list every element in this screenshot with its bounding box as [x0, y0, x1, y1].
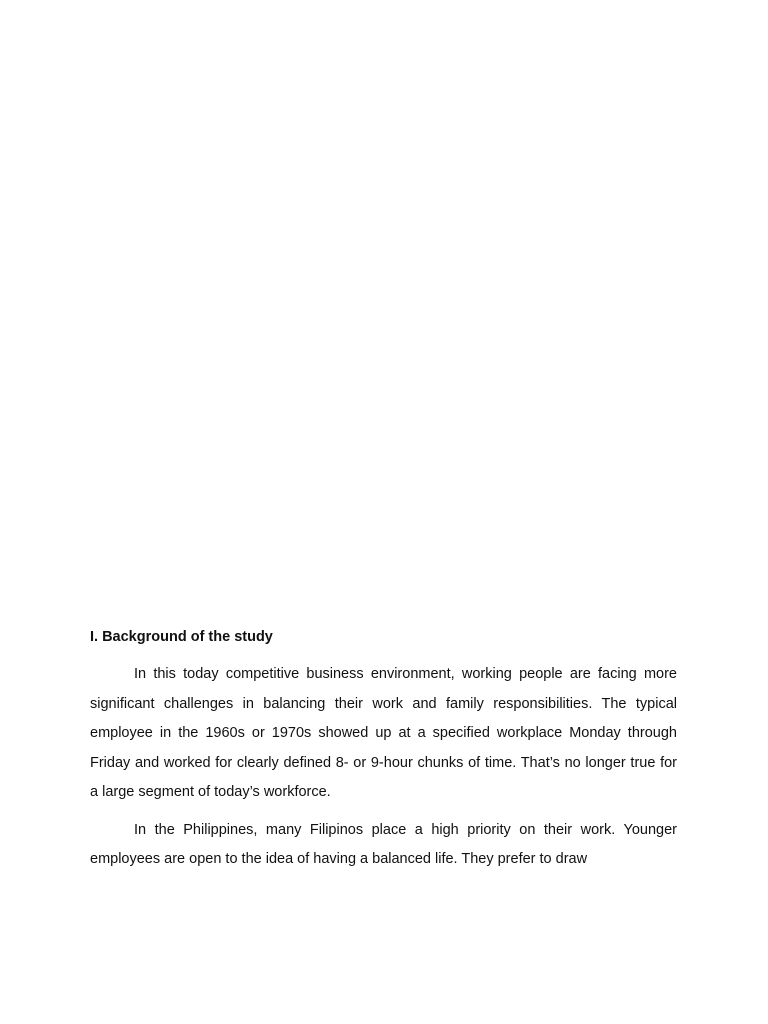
section-heading: I. Background of the study [90, 629, 273, 645]
paragraph-1: In this today competitive business environment, working people are facing more significant challenges in balancing their work and family responsibilities. The typical employee in the 1960s or 1970s showed up at a specified workplace Monday through Friday and worked for clearly defined 8- or 9-hour chunks of time. That’s no longer true for a large segment of today’s workforce. [90, 666, 677, 800]
document-body [90, 626, 677, 883]
paragraph-2: In the Philippines, many Filipinos place a high priority on their work. Younger employees are open to the idea of having a balanced life. They prefer to draw [90, 821, 677, 867]
